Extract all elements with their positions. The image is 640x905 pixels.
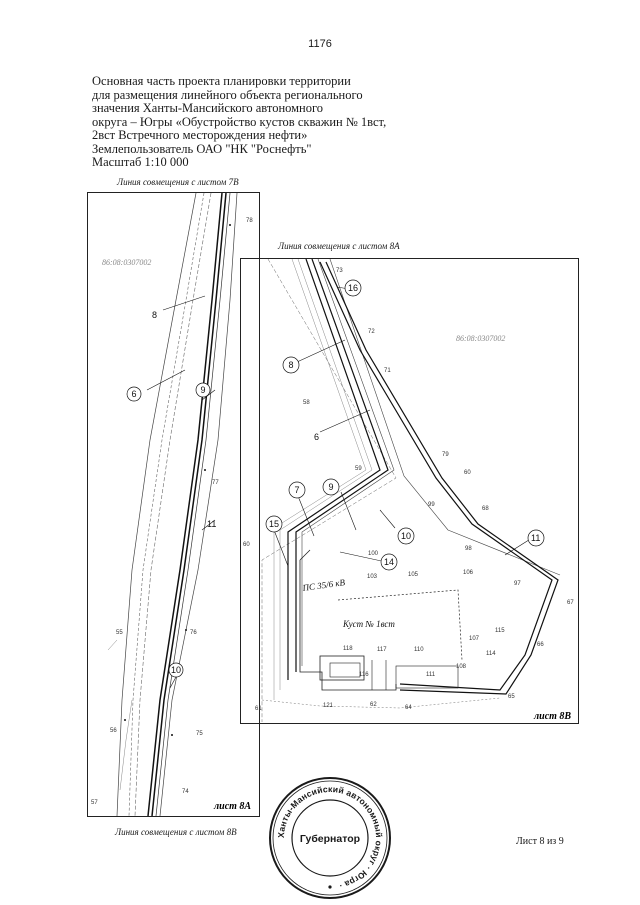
header-line: округа – Югры «Обустройство кустов скважин № 1вст, (92, 114, 387, 129)
header-line: Землепользователь ОАО "НК "Роснефть" (92, 141, 312, 156)
point-label: 75 (196, 731, 203, 737)
point-label: 66 (537, 642, 544, 648)
point-label: 111 (426, 672, 436, 678)
point-label: 57 (91, 800, 98, 806)
point-label: 68 (482, 506, 489, 512)
point-label: 55 (116, 630, 123, 636)
point-label: 115 (495, 628, 505, 634)
point-label: 79 (442, 452, 449, 458)
point-label: 121 (323, 703, 334, 709)
point-label: 65 (508, 694, 515, 700)
callout-a-10: 10 (171, 665, 182, 675)
point-label: 60 (464, 470, 471, 476)
point-label: 105 (408, 572, 419, 578)
callout-a-6: 6 (131, 389, 137, 399)
point-label: 118 (343, 646, 353, 652)
match-line-label-top-left: Линия совмещения с листом 7В (117, 177, 239, 187)
cadastral-number-b: 86:08:0307002 (456, 334, 506, 343)
header-line: значения Ханты-Мансийского автономного (92, 101, 324, 115)
point-label: 110 (414, 647, 424, 653)
point-label: 117 (377, 647, 387, 653)
callout-b-15: 15 (269, 519, 280, 529)
match-line-label-bottom: Линия совмещения с листом 8В (115, 827, 237, 837)
callout-b-10: 10 (401, 531, 412, 541)
point-label: 71 (384, 368, 391, 374)
point-label: 97 (514, 581, 521, 587)
point-label: 73 (336, 268, 343, 274)
callout-a-9: 9 (200, 385, 206, 395)
point-label: 61 (255, 706, 262, 712)
match-line-label-top-right: Линия совмещения с листом 8А (278, 241, 400, 251)
point-label: 74 (182, 789, 189, 795)
point-label: 77 (212, 480, 219, 486)
point-label: 58 (303, 400, 310, 406)
point-label: 99 (428, 502, 435, 508)
callout-b-9: 9 (328, 482, 334, 492)
point-label: 100 (368, 551, 379, 557)
callout-b-7: 7 (294, 485, 300, 495)
point-label: 116 (359, 672, 369, 678)
sheet-label-8a: лист 8А (214, 801, 252, 812)
substation-label: ПС 35/6 кВ (301, 577, 346, 593)
point-label: 76 (190, 630, 197, 636)
point-label: 56 (110, 728, 117, 734)
header-line: 2вст Встречного месторождения нефти» (92, 128, 308, 142)
page-counter: Лист 8 из 9 (516, 836, 564, 847)
sheet-8b-drawing (262, 259, 560, 722)
well-pad-label: Куст № 1вст (343, 619, 395, 629)
point-label: 72 (368, 329, 375, 335)
point-label: 67 (567, 600, 574, 606)
point-label: 62 (370, 702, 377, 708)
callout-a-11: 11 (207, 519, 217, 529)
page-number: 1176 (308, 38, 332, 50)
cadastral-number-a: 86:08:0307002 (102, 258, 152, 267)
header-line: Основная часть проекта планировки территории (92, 74, 351, 88)
callout-b-8: 8 (288, 360, 294, 370)
point-label: 108 (456, 664, 467, 670)
point-label: 103 (367, 574, 378, 580)
stamp-center-text: Губернатор (299, 833, 361, 845)
header-line: Масштаб 1:10 000 (92, 155, 189, 169)
callout-b-6: 6 (314, 432, 320, 442)
point-label: 78 (246, 218, 253, 224)
sheet-label-8b: лист 8В (534, 711, 572, 722)
governor-stamp (270, 778, 390, 898)
sheet-8a-corridor (108, 193, 237, 816)
point-label: 64 (405, 705, 412, 711)
point-label: 59 (355, 466, 362, 472)
callout-b-16: 16 (348, 283, 359, 293)
point-label: 60 (243, 542, 250, 548)
point-label: 107 (469, 636, 480, 642)
callout-b-11: 11 (531, 533, 541, 543)
point-label: 98 (465, 546, 472, 552)
header-line: для размещения линейного объекта регионального (92, 87, 363, 102)
callout-b-14: 14 (384, 557, 395, 567)
point-label: 114 (486, 651, 496, 657)
point-label: 106 (463, 570, 474, 576)
callout-a-8: 8 (152, 310, 158, 320)
stamp-ring-text: Ханты-Мансийский автономный округ · Югра · (275, 783, 385, 892)
